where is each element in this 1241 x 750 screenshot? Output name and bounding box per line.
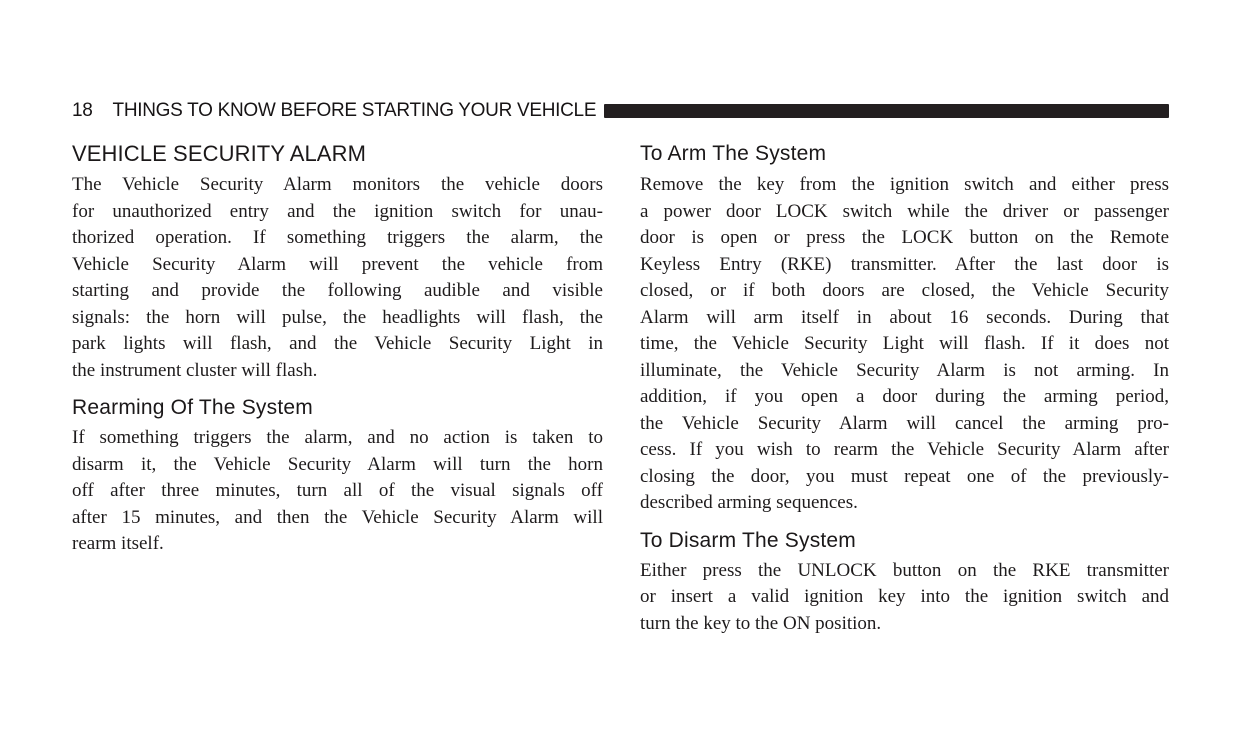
text-line: after 15 minutes, and then the Vehicle Security Alarm will [72,506,603,528]
paragraph-security-alarm-overview [72,172,603,384]
header-rule-bar [604,104,1169,118]
text-line: starting and provide the following audible and visible [72,280,603,301]
text-line: Either press the UNLOCK button on the RKE transmitter [640,559,1169,581]
text-line: or insert a valid ignition key into the ignition switch and [640,586,1169,607]
text-line: signals: the horn will pulse, the headlights will flash, the [72,306,603,328]
left-column [72,142,603,637]
text-line: cess. If you wish to rearm the Vehicle Security Alarm after [640,439,1169,460]
text-line: thorized operation. If something triggers the alarm, the [72,227,603,248]
text-line: illuminate, the Vehicle Security Alarm is not arming. In [640,359,1169,381]
paragraph-to-arm [640,172,1169,517]
text-line: door is open or press the LOCK button on the Remote [640,227,1169,248]
text-line: time, the Vehicle Security Light will flash. If it does not [640,333,1169,354]
text-line: turn the key to the ON position. [640,612,882,634]
text-line: rearm itself. [72,533,164,554]
text-line: Remove the key from the ignition switch and either press [640,174,1169,195]
text-line: closing the door, you must repeat one of the previously- [640,465,1169,487]
text-line: If something triggers the alarm, and no action is taken to [72,427,603,448]
text-line: Alarm will arm itself in about 16 seconds. During that [640,306,1169,328]
text-line: closed, or if both doors are closed, the Vehicle Security [640,280,1169,301]
text-line: off after three minutes, turn all of the visual signals off [72,480,603,501]
text-line: the instrument cluster will flash. [72,359,318,381]
paragraph-to-disarm [640,558,1169,638]
paragraph-rearming [72,425,603,558]
text-line: described arming sequences. [640,492,858,513]
sub-heading-to-arm-the-system: To Arm The System [640,142,827,165]
sub-heading-to-disarm-the-system: To Disarm The System [640,528,856,552]
section-heading-vehicle-security-alarm: VEHICLE SECURITY ALARM [72,141,366,166]
page-header [72,100,1169,122]
text-line: Keyless Entry (RKE) transmitter. After the last door is [640,253,1169,275]
right-column [640,142,1169,637]
text-line: Vehicle Security Alarm will prevent the vehicle from [72,253,603,275]
text-line: for unauthorized entry and the ignition switch for unau- [72,200,603,222]
text-line: the Vehicle Security Alarm will cancel the arming pro- [640,412,1169,434]
text-line: a power door LOCK switch while the driver or passenger [640,200,1169,222]
two-column-layout [72,142,1169,637]
page-number: 18 [72,100,93,121]
sub-heading-rearming-of-the-system: Rearming Of The System [72,396,313,419]
header-title: THINGS TO KNOW BEFORE STARTING YOUR VEHICLE [112,100,597,121]
text-line: disarm it, the Vehicle Security Alarm will turn the horn [72,453,603,475]
text-line: park lights will flash, and the Vehicle Security Light in [72,333,603,354]
text-line: The Vehicle Security Alarm monitors the vehicle doors [72,174,603,195]
text-line: addition, if you open a door during the arming period, [640,386,1169,407]
